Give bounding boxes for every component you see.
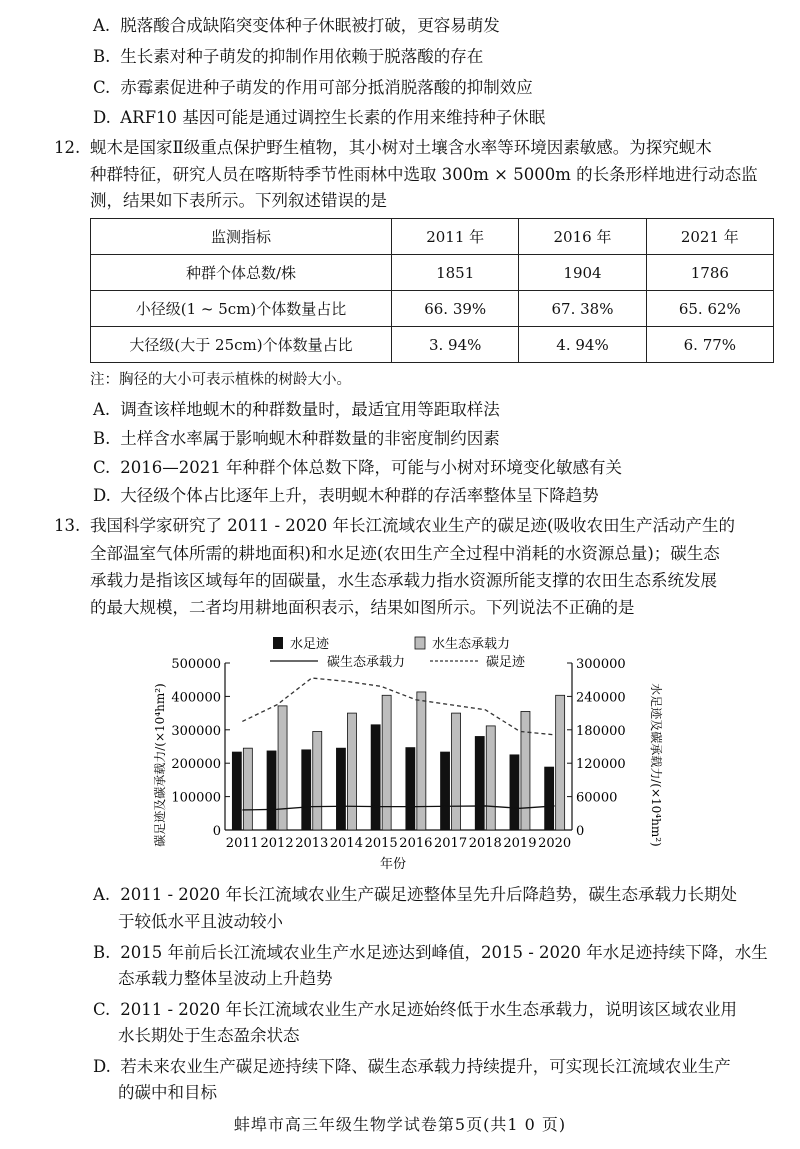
x-tick-label: 2018 bbox=[468, 836, 502, 851]
q11-option-d: D. ARF10 基因可能是通过调控生长素的作用来维持种子休眠 bbox=[93, 108, 546, 127]
left-tick-label: 100000 bbox=[171, 790, 221, 806]
right-tick-label: 0 bbox=[576, 824, 585, 839]
left-tick-label: 200000 bbox=[171, 757, 221, 773]
water-capacity-bar bbox=[382, 695, 391, 830]
water-capacity-bar bbox=[452, 713, 461, 830]
water-footprint-bar bbox=[232, 752, 241, 830]
legend-label-water-capacity: 水生态承载力 bbox=[432, 637, 511, 652]
table-header-row bbox=[91, 219, 774, 255]
water-footprint-bar bbox=[336, 748, 345, 830]
x-tick-label: 2016 bbox=[399, 836, 433, 851]
q12-stem-line: 种群特征，研究人员在喀斯特季节性雨林中选取 300m × 5000m 的长条形样地进行动态监 bbox=[90, 165, 758, 184]
carbon-capacity-line bbox=[242, 806, 554, 810]
q13-stem-line: 我国科学家研究了 2011 - 2020 年长江流域农业生产的碳足迹(吸收农田生产活动产生的 bbox=[90, 516, 735, 535]
left-tick-label: 300000 bbox=[171, 723, 221, 739]
x-tick-label: 2020 bbox=[538, 836, 572, 851]
x-tick-label: 2019 bbox=[503, 836, 537, 851]
table-cell: 小径级(1 ~ 5cm)个体数量占比 bbox=[91, 291, 392, 327]
table-row bbox=[91, 291, 774, 327]
x-tick-label: 2012 bbox=[260, 836, 294, 851]
table-cell: 66. 39% bbox=[392, 291, 519, 327]
carbon-footprint-line bbox=[242, 678, 554, 735]
page-footer: 蚌埠市高三年级生物学试卷第5页(共1 0 页) bbox=[233, 1115, 567, 1134]
table-cell: 3. 94% bbox=[392, 327, 519, 363]
water-capacity-bar bbox=[486, 726, 495, 830]
left-tick-label: 400000 bbox=[171, 690, 221, 706]
chart-legend bbox=[270, 636, 526, 670]
left-tick-label: 0 bbox=[212, 824, 221, 839]
right-tick-label: 60000 bbox=[576, 790, 618, 806]
water-capacity-bar bbox=[417, 692, 426, 830]
q13-stem-line: 全部温室气体所需的耕地面积)和水足迹(农田生产全过程中消耗的水资源总量)；碳生态 bbox=[90, 544, 720, 563]
table-header-cell: 2021 年 bbox=[646, 219, 773, 255]
footprint-chart bbox=[0, 620, 800, 880]
water-footprint-bar bbox=[475, 736, 484, 830]
x-tick-label: 2017 bbox=[434, 836, 468, 851]
table-cell: 4. 94% bbox=[519, 327, 646, 363]
left-axis-label: 碳足迹及碳承载力/(×10⁴hm²) bbox=[153, 683, 167, 847]
x-axis-label: 年份 bbox=[379, 857, 407, 872]
q13-stem-line: 的最大规模，二者均用耕地面积表示，结果如图所示。下列说法不正确的是 bbox=[90, 598, 635, 617]
table-cell: 1786 bbox=[646, 255, 773, 291]
table-cell: 6. 77% bbox=[646, 327, 773, 363]
water-footprint-bar bbox=[302, 750, 311, 830]
x-tick-label: 2011 bbox=[225, 836, 259, 851]
water-capacity-bar bbox=[313, 731, 322, 830]
legend-label-water-footprint: 水足迹 bbox=[290, 637, 330, 652]
left-tick-label: 500000 bbox=[171, 657, 221, 672]
right-tick-label: 300000 bbox=[576, 657, 626, 672]
q12-number: 12. bbox=[54, 138, 81, 157]
water-capacity-bar bbox=[278, 706, 287, 830]
right-axis-label: 水足迹及碳承载力/(×10⁴hm²) bbox=[649, 683, 663, 847]
water-capacity-bar bbox=[243, 748, 252, 830]
x-tick-label: 2014 bbox=[329, 836, 363, 851]
q11-option-b: B. 生长素对种子萌发的抑制作用依赖于脱落酸的存在 bbox=[93, 47, 484, 66]
q12-option-c: C. 2016—2021 年种群个体总数下降，可能与小树对环境变化敏感有关 bbox=[93, 458, 622, 477]
x-tick-label: 2013 bbox=[295, 836, 329, 851]
right-tick-label: 180000 bbox=[576, 723, 626, 739]
q11-option-c: C. 赤霉素促进种子萌发的作用可部分抵消脱落酸的抑制效应 bbox=[93, 78, 533, 97]
q13-number: 13. bbox=[54, 516, 81, 535]
right-tick-label: 120000 bbox=[576, 757, 626, 773]
water-footprint-bar bbox=[406, 748, 415, 830]
water-footprint-bar bbox=[510, 755, 519, 830]
table-header-cell: 2016 年 bbox=[519, 219, 646, 255]
chart-axes bbox=[225, 663, 572, 830]
q12-option-a: A. 调查该样地蚬木的种群数量时，最适宜用等距取样法 bbox=[93, 400, 500, 419]
legend-swatch-water-capacity bbox=[415, 637, 425, 649]
q12-stem-line: 测，结果如下表所示。下列叙述错误的是 bbox=[90, 191, 387, 210]
water-footprint-bar bbox=[267, 751, 276, 830]
legend-swatch-water-footprint bbox=[273, 637, 283, 649]
water-capacity-bar bbox=[521, 711, 530, 830]
water-footprint-bar bbox=[545, 767, 554, 830]
q12-stem-line: 蚬木是国家Ⅱ级重点保护野生植物，其小树对土壤含水率等环境因素敏感。为探究蚬木 bbox=[90, 138, 712, 157]
table-row bbox=[91, 255, 774, 291]
right-tick-label: 240000 bbox=[576, 690, 626, 706]
x-tick-label: 2015 bbox=[364, 836, 398, 851]
water-footprint-bar bbox=[371, 725, 380, 830]
q12-option-b: B. 土样含水率属于影响蚬木种群数量的非密度制约因素 bbox=[93, 429, 500, 448]
table-header-cell: 监测指标 bbox=[91, 219, 392, 255]
water-capacity-bar bbox=[556, 695, 565, 830]
q13-stem-line: 承载力是指该区域每年的固碳量，水生态承载力指水资源所能支撑的农田生态系统发展 bbox=[90, 571, 717, 590]
table-cell: 65. 62% bbox=[646, 291, 773, 327]
chart-lines bbox=[242, 678, 554, 810]
table-cell: 67. 38% bbox=[519, 291, 646, 327]
legend-label-carbon-capacity: 碳生态承载力 bbox=[327, 655, 406, 670]
table-cell: 大径级(大于 25cm)个体数量占比 bbox=[91, 327, 392, 363]
table-cell: 1851 bbox=[392, 255, 519, 291]
table-row bbox=[91, 327, 774, 363]
table-note: 注：胸径的大小可表示植株的树龄大小。 bbox=[90, 372, 351, 388]
table-cell: 1904 bbox=[519, 255, 646, 291]
table-cell: 种群个体总数/株 bbox=[91, 255, 392, 291]
q12-option-d: D. 大径级个体占比逐年上升，表明蚬木种群的存活率整体呈下降趋势 bbox=[93, 486, 599, 505]
water-footprint-bar bbox=[441, 752, 450, 830]
q11-option-a: A. 脱落酸合成缺陷突变体种子休眠被打破，更容易萌发 bbox=[93, 16, 500, 35]
table-header-cell: 2011 年 bbox=[392, 219, 519, 255]
monitoring-table bbox=[90, 218, 774, 363]
legend-label-carbon-footprint: 碳足迹 bbox=[486, 655, 526, 670]
water-capacity-bar bbox=[347, 713, 356, 830]
